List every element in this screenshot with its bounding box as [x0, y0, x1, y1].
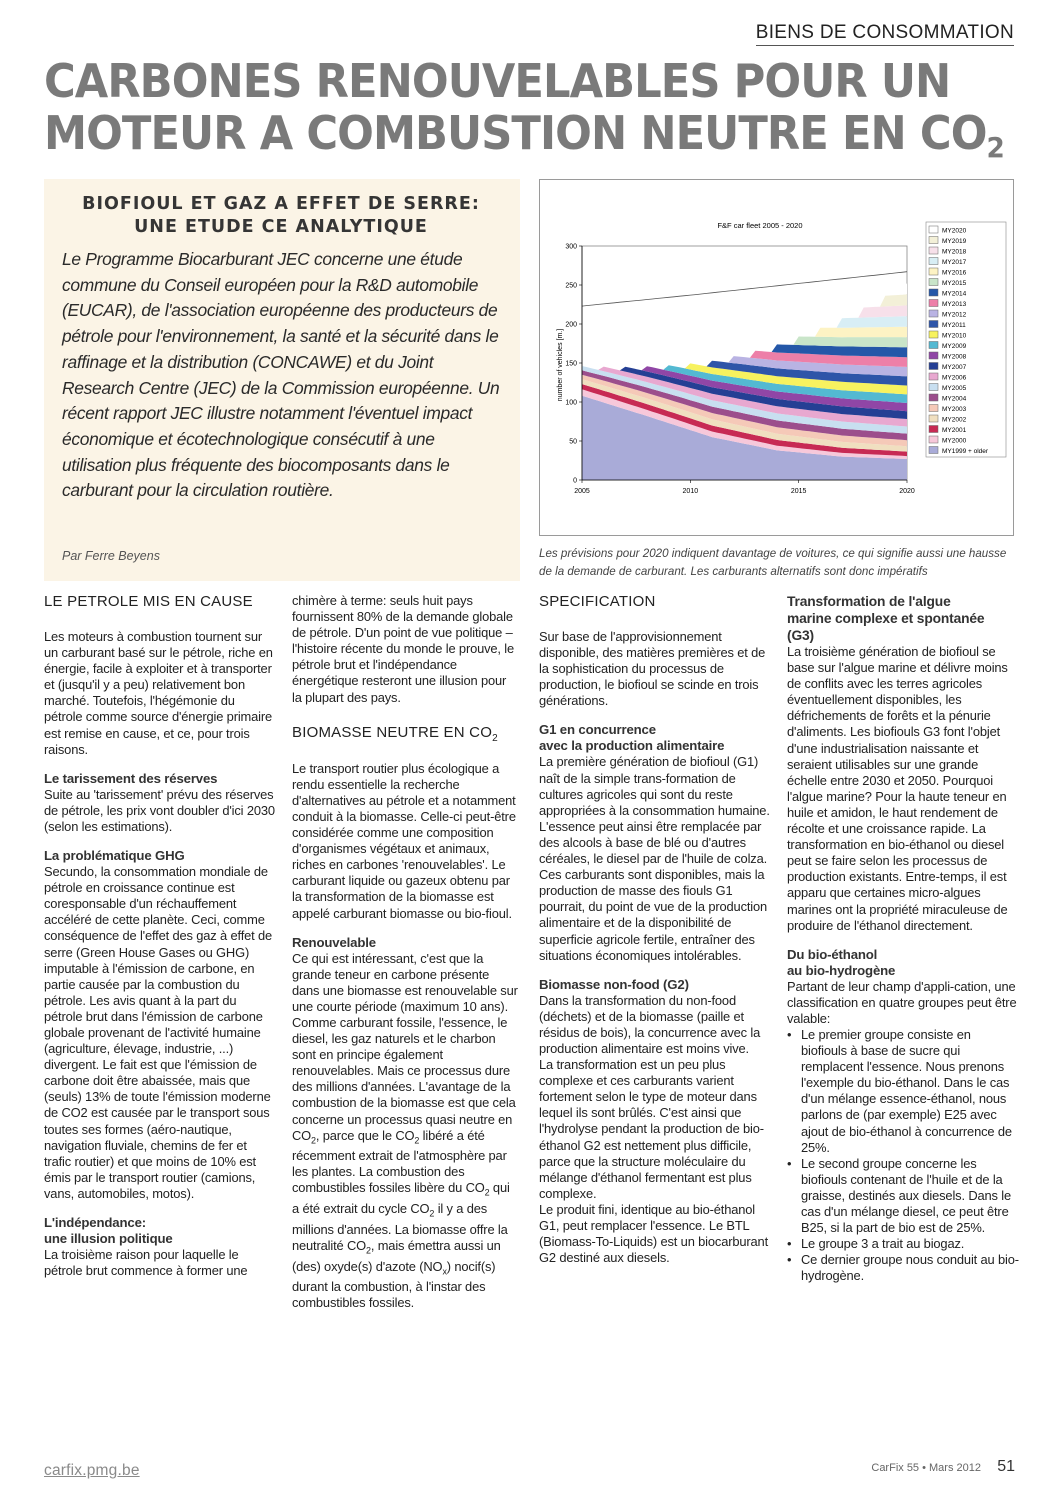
list-item: • Le second groupe concerne les biofiouls contenant de l'huile et de la graisse, destinés aux diesels. Dans le cas d'un mélange diesel, ce peut être B25, si la part de bio est de 25%.	[787, 1156, 1019, 1236]
legend-label: MY2009	[942, 343, 967, 350]
legend-label: MY2017	[942, 259, 967, 266]
legend-label: MY2010	[942, 332, 967, 340]
paragraph: chimère à terme: seuls huit pays fournissent 80% de la demande globale de pétrole. D'un point de vue politique – l'histoire récente du monde le prouve, le pétrole brut et l'indépendance énergétique resteront une illusion pour la plupart des pays.	[292, 593, 515, 705]
legend-swatch	[929, 258, 938, 265]
subheading-independance-line-1: L'indépendance:	[44, 1215, 147, 1230]
text-run: Ce qui est intéressant, c'est que la grande teneur en carbone présente dans une biomasse est renouvelable sur une courte période (maximum 10 ans). Comme carburant fossile, l'essence, le diesel, les gaz naturels et le charbon sont en principe également renouvelables. Mais ce processus dure des millions d'années. L'avantage de la combustion de la biomasse est que cela concerne un processus quasi neutre en CO	[292, 950, 518, 1143]
legend-label: MY2013	[942, 301, 967, 308]
paragraph: Les moteurs à combustion tournent sur un carburant basé sur le pétrole, riche en énergie, facile à exploiter et à transporter et (jusqu'il y a peu) relativement bon marché. Toutefois, l'hégémonie du pétrole comme source d'énergie primaire est remise en cause, et ce, pour trois raisons.	[44, 629, 273, 757]
legend-swatch	[929, 415, 938, 422]
title-line-2: MOTEUR A COMBUSTION NEUTRE EN CO	[44, 106, 987, 160]
paragraph: Le produit fini, identique au bio-éthanol G1, peut remplacer l'essence. Le BTL (Biomass-To-Liquids) est un biocarburant G2 destiné aux diesels.	[539, 1201, 769, 1266]
paragraph: Dans la transformation du non-food (déchets) et de la biomasse (paille et résidus de bois), la concurrence avec la production alimentaire est moins vive.	[539, 992, 761, 1056]
intro-heading-line-1: BIOFIOUL ET GAZ A EFFET DE SERRE:	[82, 194, 480, 214]
subheading-g3-line-1: Transformation de l'algue	[787, 594, 951, 609]
text-run: il y a des millions d'années. La biomasse offre la neutralité CO	[292, 1201, 508, 1253]
intro-box	[44, 179, 520, 581]
list-item: • Ce dernier groupe nous conduit au bio-hydrogène.	[787, 1252, 1019, 1284]
text-run: , parce que le CO	[315, 1127, 415, 1143]
column-2	[292, 593, 518, 1311]
paragraph: Secundo, la consommation mondiale de pétrole en croissance continue est coresponsable d'un réchauffement accéléré de cette planète. Ceci, comme conséquence de l'effet des gaz à effet de serre (Green House Gases ou GHG) imputable à l'émission de carbone, en partie causée par la combustion du pétrole. Les avis quant à la part du pétrole brut dans l'émission de carbone globale provenant de l'activité humaine (agriculture, élevage, industrie, ...) divergent. Le fait est que l'émission de carbone doit être abaissée, mais que (seuls) 13% de toute l'émission moderne de CO2 est causée par le transport sous toutes ses formes (aéro-nautique, navigation fluviale, chemins de fer et trafic routier) et que moins de 10% est émis par le transport routier (camions, vans, automobiles, motos).	[44, 864, 273, 1201]
x-tick-label: 2020	[899, 488, 915, 495]
heading-biomasse-text: BIOMASSE NEUTRE EN CO	[292, 723, 493, 741]
subscript: 2	[429, 1208, 435, 1219]
subheading-g3	[787, 593, 1019, 644]
paragraph: Suite au 'tarissement' prévu des réserves de pétrole, les prix vont doubler d'ici 2030 (selon les estimations).	[44, 786, 275, 834]
legend-label: MY2016	[942, 269, 967, 277]
issue-info: CarFix 55 • Mars 2012	[871, 1462, 981, 1474]
subheading-ghg: La problématique GHG	[44, 848, 185, 864]
legend-label: MY2003	[942, 406, 967, 413]
heading-specification: SPECIFICATION	[539, 593, 656, 610]
paragraph: La troisième génération de biofioul se base sur l'algue marine et délivre moins de conflits avec les terres agricoles éventuellement disponibles, les défrichements de forêts et la pénurie d'aliments. Les biofiouls G3 font l'objet d'une industrialisation naissante et seraient utilisables sur une grande échelle entre 2030 et 2050. Pourquoi l'algue marine? Pour la haute teneur en huile et amidon, le haut rendement de récolte et une croissance rapide. La transformation en bio-éthanol ou diesel peut se faire selon les processus de production existants. Entre-temps, il est apparu que certaines micro-algues marines ont la propriété miraculeuse de produire de l'éthanol directement.	[787, 644, 1008, 933]
x-tick-label: 2005	[574, 488, 590, 495]
legend-label: MY2001	[942, 427, 967, 434]
byline: Par Ferre Beyens	[62, 549, 160, 563]
y-tick-label: 250	[565, 282, 577, 290]
subscript: x	[442, 1266, 447, 1277]
legend-swatch	[929, 373, 938, 380]
site-link[interactable]: carfix.pmg.be	[44, 1462, 140, 1479]
text-run: libéré a été récemment extrait de l'atmosphère par les plantes. La combustion des combustibles fossiles libère du CO	[292, 1127, 507, 1196]
paragraph: Sur base de l'approvisionnement disponible, des matières premières et de la sophistication du processus de production, le biofioul se scinde en trois générations.	[539, 629, 766, 709]
column-4	[787, 593, 1019, 1284]
subscript: 2	[366, 1245, 371, 1256]
legend-swatch	[929, 352, 938, 359]
y-tick-label: 50	[569, 438, 577, 446]
text-run: , mais émettra aussi un (des) oxyde(s) d'azote (NO	[292, 1237, 501, 1274]
legend-swatch	[929, 226, 938, 233]
subheading-g1-line-2: avec la production alimentaire	[539, 738, 725, 754]
legend-swatch	[929, 384, 938, 391]
legend-label: MY2015	[942, 280, 967, 287]
fleet-chart	[540, 180, 1015, 537]
legend-swatch	[929, 342, 938, 349]
legend-label: MY2011	[942, 322, 966, 329]
subheading-g3-line-3: (G3)	[787, 628, 814, 643]
legend-swatch	[929, 447, 938, 454]
page-number: 51	[997, 1458, 1015, 1475]
subheading-renouvelable: Renouvelable	[292, 934, 376, 950]
legend-label: MY2005	[942, 385, 967, 392]
page-title	[44, 54, 1005, 174]
paragraph: La transformation est un peu plus complexe et ces carburants varient fortement selon le type de moteur dans lequel ils sont brûlés. C'est ainsi que l'hydrolyse pendant la production de bio-éthanol G2 est nettement plus difficile, parce que la structure moléculaire du mélange d'éthanol fermentant est plus complexe.	[539, 1057, 764, 1201]
legend-swatch	[929, 331, 938, 338]
list-item: • Le groupe 3 a trait au biogaz.	[787, 1236, 1019, 1252]
legend-swatch	[929, 310, 938, 317]
legend-swatch	[929, 426, 938, 433]
legend-swatch	[929, 321, 938, 328]
legend-label: MY2019	[942, 238, 967, 245]
paragraph: Partant de leur champ d'appli-cation, une classification en quatre groupes peut être valable:	[787, 978, 1017, 1026]
y-tick-label: 300	[565, 243, 577, 251]
paragraph: La première génération de biofioul (G1) naît de la simple trans-formation de cultures agricoles qui sont du reste appropriées à la consommation humaine. L'essence peut ainsi être remplacée par des alcools à base de blé ou d'autres céréales, le diesel par de l'huile de colza.	[539, 754, 770, 867]
paragraph-renouvelable	[292, 951, 518, 1312]
subheading-bio-line-1: Du bio-éthanol	[787, 946, 878, 962]
group-list	[787, 1027, 1019, 1285]
subheading-bio-line-2: au bio-hydrogène	[787, 962, 896, 978]
title-line-1: CARBONES RENOUVELABLES POUR UN	[44, 54, 951, 108]
legend-swatch	[929, 279, 938, 286]
chart-title: F&F car fleet 2005 - 2020	[717, 221, 803, 230]
legend-label: MY2018	[942, 248, 967, 256]
heading-biomasse-sub: 2	[492, 732, 498, 744]
legend-label: MY2014	[942, 290, 967, 298]
legend-swatch	[929, 268, 938, 275]
subscript: 2	[484, 1188, 490, 1199]
legend-label: MY2020	[942, 227, 967, 235]
legend-swatch	[929, 237, 938, 244]
legend-swatch	[929, 405, 938, 412]
intro-text: Le Programme Biocarburant JEC concerne une étude commune du Conseil européen pour la R&D automobile (EUCAR), de l'association européenne des producteurs de pétrole pour l'environnement, la santé et la sécurité dans le raffinage et la distribution (CONCAWE) et du Joint Research Centre (JEC) de la Commission européenne. Un récent rapport JEC illustre notamment l'éventuel impact économique et écotechnologique consécutif à une utilisation plus fréquente des biocomposants dans le carburant pour la circulation routière.	[62, 249, 500, 501]
chart-caption: Les prévisions pour 2020 indiquent davantage de voitures, ce qui signifie aussi une hausse de la demande de carburant. Les carburants alternatifs sont donc impératifs	[539, 547, 1007, 578]
y-tick-label: 0	[573, 477, 577, 485]
legend-swatch	[929, 363, 938, 370]
text-run: qui a été extrait du cycle CO	[292, 1180, 510, 1217]
y-tick-label: 200	[565, 321, 577, 329]
y-tick-label: 100	[565, 399, 577, 407]
list-item: • Le premier groupe consiste en biofiouls à base de sucre qui remplacent l'essence. Nous prenons l'exemple du bio-éthanol. Dans le cas d'un mélange essence-éthanol, nous parlons de (par exemple) E25 avec ajout de bio-éthanol à concurrence de 25%.	[787, 1027, 1019, 1156]
legend-label: MY2002	[942, 416, 967, 424]
legend-swatch	[929, 394, 938, 401]
subscript: 2	[414, 1135, 420, 1146]
y-tick-label: 150	[565, 360, 577, 368]
x-tick-label: 2015	[790, 488, 807, 495]
legend-label: MY2006	[942, 374, 967, 382]
legend-swatch	[929, 300, 938, 307]
column-1	[44, 593, 276, 1279]
legend-label: MY2012	[942, 311, 967, 319]
subheading-independance-line-2: une illusion politique	[44, 1231, 173, 1246]
x-tick-label: 2010	[682, 488, 699, 495]
intro-heading	[62, 193, 500, 239]
subheading-g2: Biomasse non-food (G2)	[539, 976, 689, 992]
subheading-g3-line-2: marine complexe et spontanée	[787, 611, 985, 626]
legend-swatch	[929, 436, 938, 443]
subheading-tarissement: Le tarissement des réserves	[44, 770, 218, 786]
heading-biomasse	[292, 724, 518, 748]
subheading-g1	[539, 722, 771, 754]
paragraph: La troisième raison pour laquelle le pétrole brut commence à former une	[44, 1247, 248, 1279]
title-subscript: 2	[986, 131, 1005, 164]
legend-label: MY2004	[942, 395, 967, 403]
text-run: ) nocif(s) durant la combustion, à l'instar des combustibles fossiles.	[292, 1258, 496, 1311]
legend-label: MY2007	[942, 364, 967, 371]
legend-swatch	[929, 247, 938, 254]
section-tag: BIENS DE CONSOMMATION	[756, 22, 1014, 46]
subheading-bio	[787, 947, 1019, 979]
heading-petrole: LE PETROLE MIS EN CAUSE	[44, 593, 253, 610]
legend-label: MY2008	[942, 353, 967, 361]
paragraph: Ces carburants sont disponibles, mais la production de masse des fiouls G1 pourrait, du point de vue de la production alimentaire et de la disponibilité de superficie agricole fertile, entraîner des situations économiques intolérables.	[539, 867, 768, 963]
intro-heading-line-2: UNE ETUDE CE ANALYTIQUE	[134, 217, 428, 237]
chart-frame	[539, 179, 1014, 536]
subscript: 2	[311, 1135, 316, 1146]
legend-label: MY1999 + older	[942, 448, 989, 455]
column-3	[539, 593, 771, 1266]
paragraph: Le transport routier plus écologique a rendu essentielle la recherche d'alternatives au pétrole et a notamment conduit à la biomasse. Celle-ci peut-être considérée comme une composition d'organismes végétaux et animaux, riches en carbones 'renouvelables'. Le carburant liquide ou gazeux obtenu par la transformation de la biomasse est appelé carburant biomasse ou bio-fioul.	[292, 760, 516, 921]
legend-swatch	[929, 289, 938, 296]
subheading-independance	[44, 1215, 276, 1247]
chart-ylabel: number of vehicles [m.]	[557, 328, 564, 402]
subheading-g1-line-1: G1 en concurrence	[539, 722, 656, 738]
legend-label: MY2000	[942, 437, 967, 445]
